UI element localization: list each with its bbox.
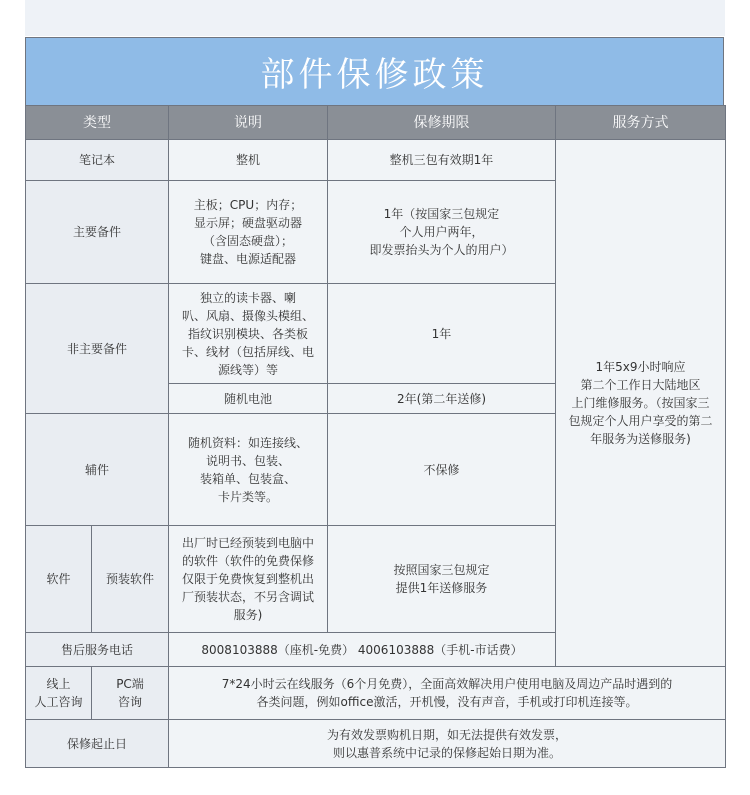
desc-accessories: 随机资料：如连接线、 说明书、包装、 装箱单、包装盒、 卡片类等。 (169, 414, 328, 526)
desc-battery: 随机电池 (169, 384, 328, 414)
page-title: 部件保修政策 (26, 38, 723, 105)
desc-major-parts: 主板；CPU；内存； 显示屏；硬盘驱动器 （含固态硬盘）； 键盘、电源适配器 (169, 181, 328, 284)
period-minor-parts: 1年 (328, 284, 556, 384)
desc-minor-parts: 独立的读卡器、喇 叭、风扇、摄像头模组、 指纹识别模块、各类板 卡、线材（包括屏线、电 源线等）等 (169, 284, 328, 384)
period-notebook: 整机三包有效期1年 (328, 140, 556, 181)
top-band (25, 0, 725, 36)
period-battery: 2年(第二年送修) (328, 384, 556, 414)
type-accessories: 辅件 (26, 414, 169, 526)
subtype-preinstalled-software: 预装软件 (92, 526, 169, 633)
header-type: 类型 (26, 106, 169, 140)
online-consult-value: 7*24小时云在线服务（6个月免费），全面高效解决用户使用电脑及周边产品时遇到的 各类问题，例如office激活，开机慢，没有声音，手机或打印机连接等。 (169, 667, 726, 720)
table-row (26, 720, 726, 768)
table-row (26, 667, 726, 720)
period-accessories: 不保修 (328, 414, 556, 526)
period-major-parts: 1年（按国家三包规定 个人用户两年， 即发票抬头为个人的用户） (328, 181, 556, 284)
warranty-start-label: 保修起止日 (26, 720, 169, 768)
service-method: 1年5x9小时响应 第二个工作日大陆地区 上门维修服务。（按国家三 包规定个人用户享受的第二 年服务为送修服务) (556, 140, 726, 667)
type-major-parts: 主要备件 (26, 181, 169, 284)
header-period: 保修期限 (328, 106, 556, 140)
hotline-label: 售后服务电话 (26, 633, 169, 667)
type-notebook: 笔记本 (26, 140, 169, 181)
type-minor-parts: 非主要备件 (26, 284, 169, 414)
online-consult-label: 线上 人工咨询 (26, 667, 92, 720)
hotline-value: 8008103888（座机-免费） 4006103888（手机-市话费） (169, 633, 556, 667)
desc-notebook: 整机 (169, 140, 328, 181)
desc-software: 出厂时已经预装到电脑中 的软件（软件的免费保修 仅限于免费恢复到整机出 厂预装状态，不另含调试 服务) (169, 526, 328, 633)
table-row (26, 140, 726, 181)
warranty-start-value: 为有效发票购机日期，如无法提供有效发票， 则以惠普系统中记录的保修起始日期为准。 (169, 720, 726, 768)
header-service: 服务方式 (556, 106, 726, 140)
type-software: 软件 (26, 526, 92, 633)
warranty-table (25, 105, 726, 768)
header-description: 说明 (169, 106, 328, 140)
header-row (26, 106, 726, 140)
pc-consult-label: PC端 咨询 (92, 667, 169, 720)
period-software: 按照国家三包规定 提供1年送修服务 (328, 526, 556, 633)
